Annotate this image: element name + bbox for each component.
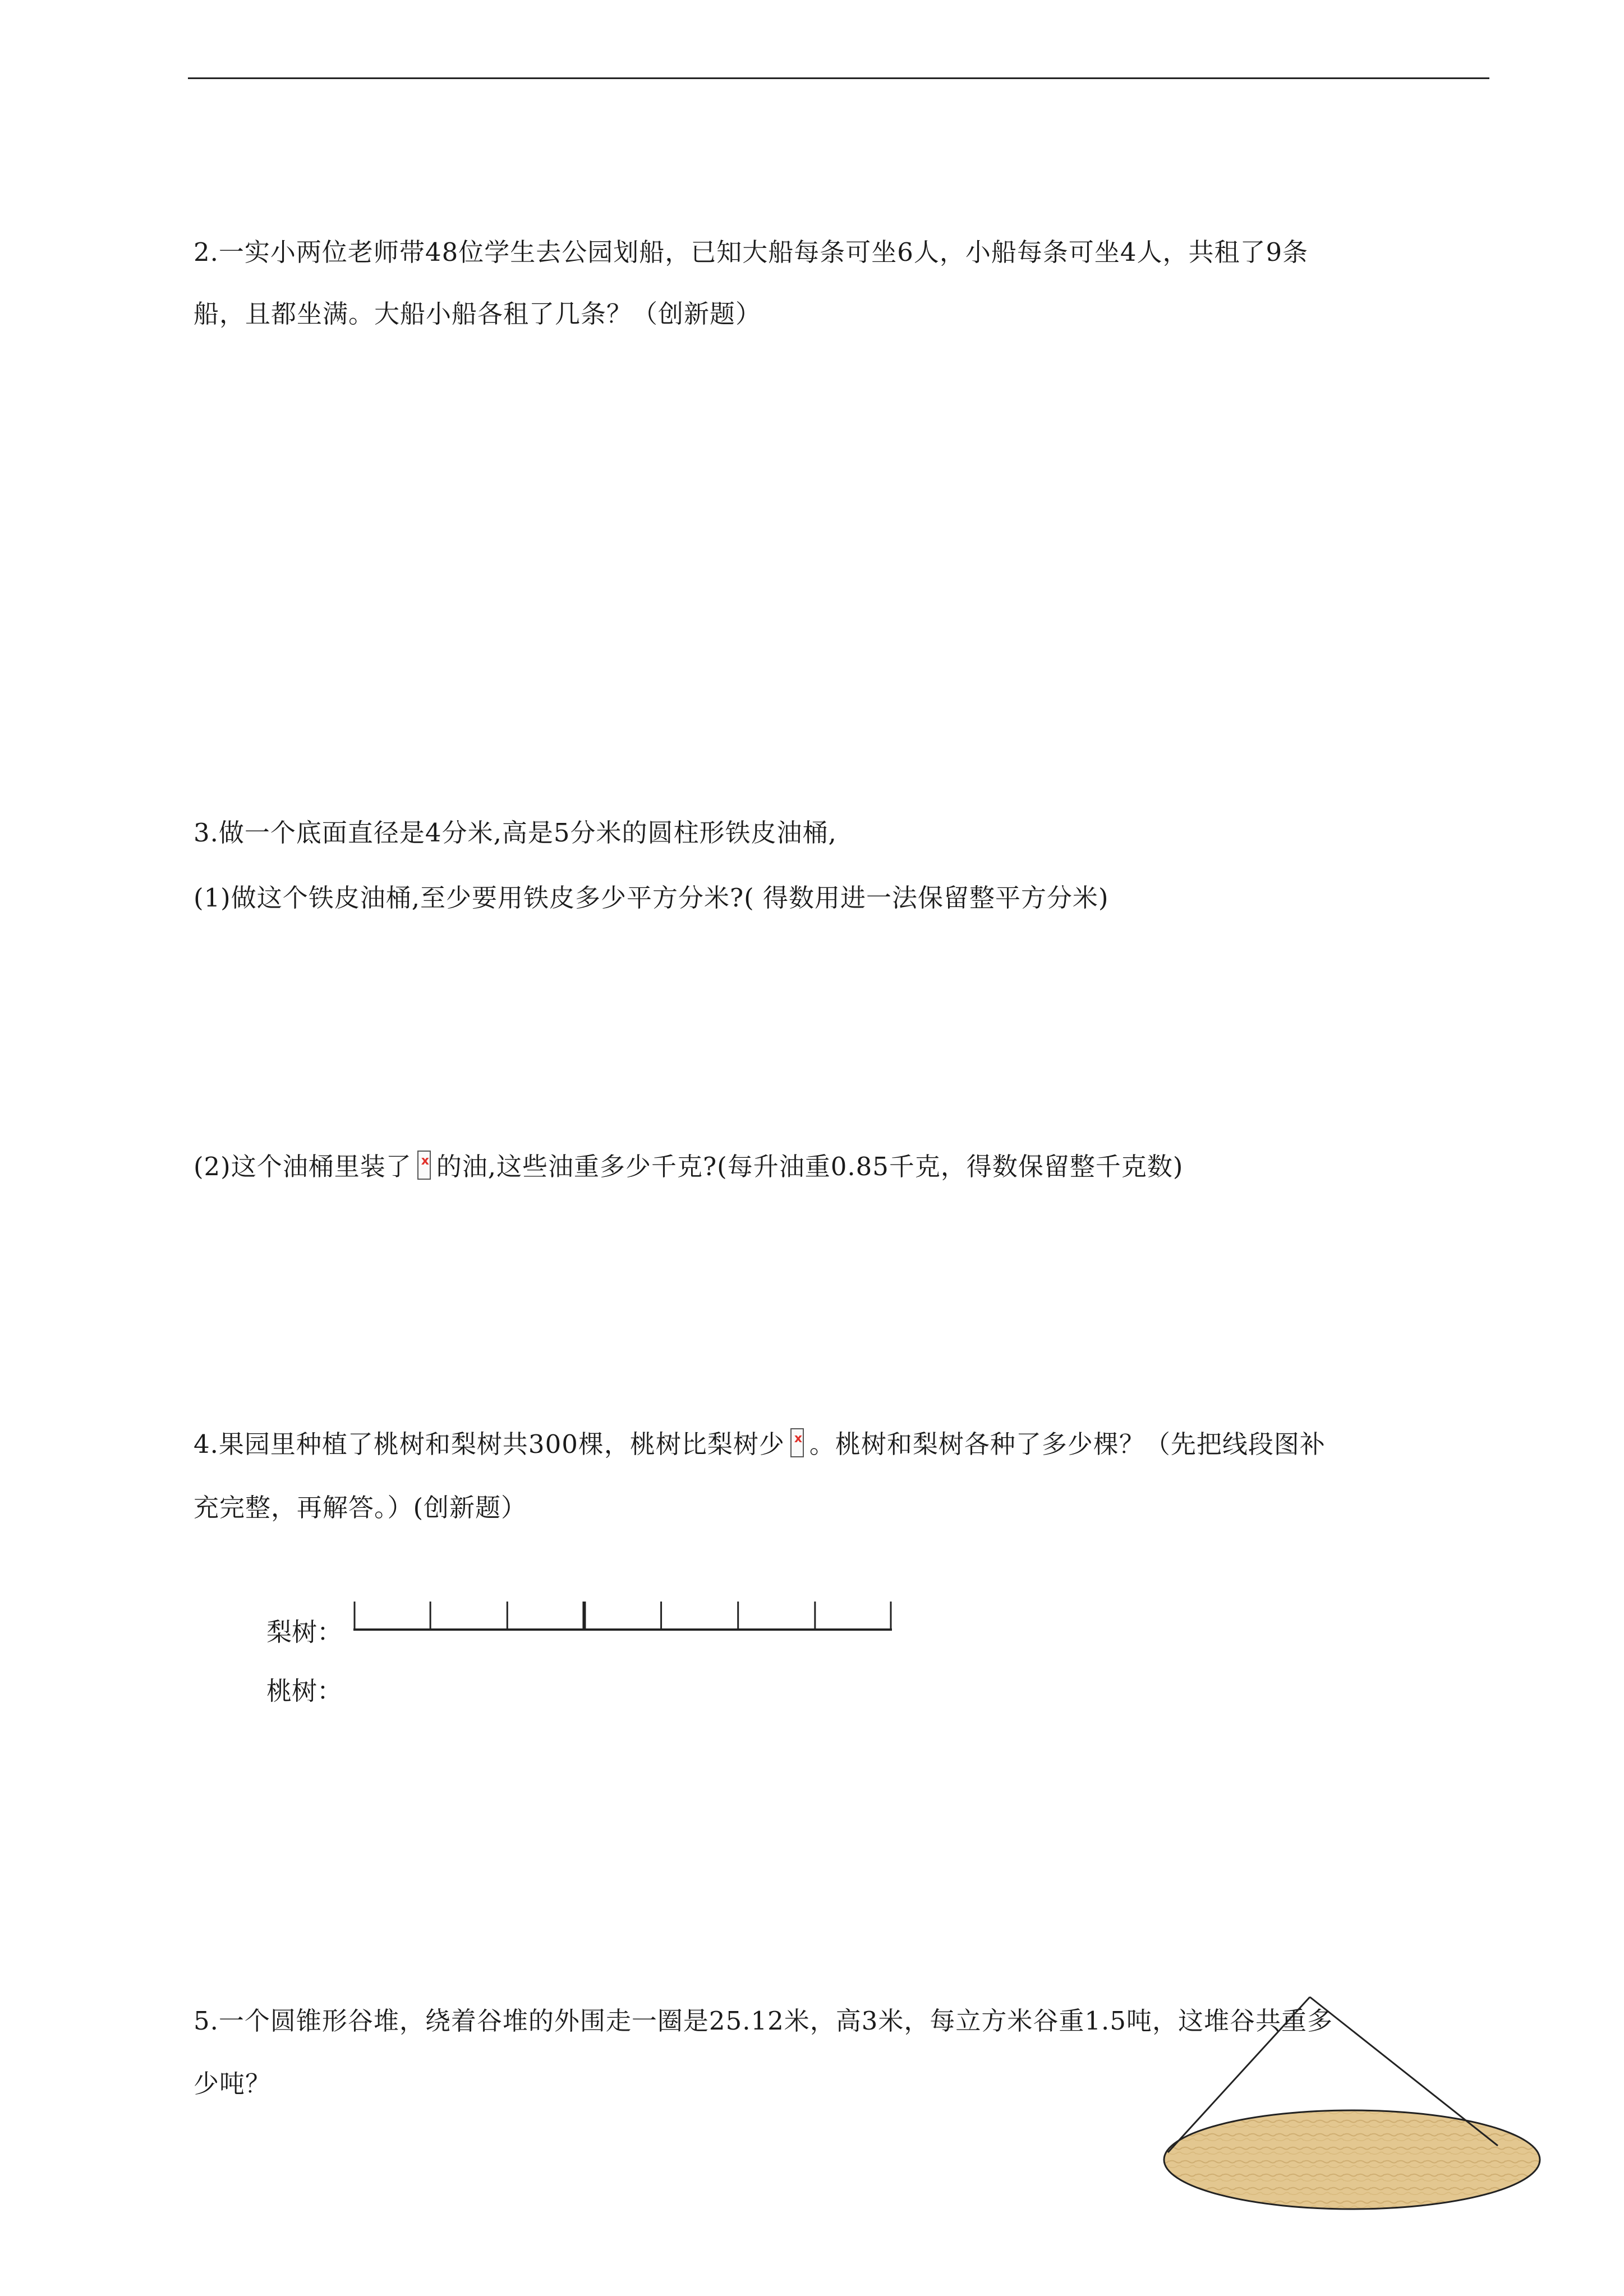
cone-figure	[1156, 1983, 1548, 2219]
q3-sub-2-text-b: 的油,这些油重多少千克?(每升油重0.85千克，得数保留整千克数)	[436, 1152, 1184, 1181]
q3-line-1: 3.做一个底面直径是4分米,高是5分米的圆柱形铁皮油桶,	[194, 818, 837, 848]
cone-base-ellipse	[1164, 2110, 1540, 2209]
pear-tree-label: 梨树：	[266, 1617, 343, 1647]
broken-image-icon	[417, 1151, 431, 1180]
q4-line-2: 充完整，再解答。）(创新题）	[194, 1493, 527, 1522]
q3-sub-2-text-a: (2)这个油桶里装了	[194, 1152, 412, 1181]
q2-line-1: 2.一实小两位老师带48位学生去公园划船，已知大船每条可坐6人，小船每条可坐4人，共租了9条	[194, 237, 1309, 267]
q4-line-1-text-a: 4.果园里种植了桃树和梨树共300棵，桃树比梨树少	[194, 1429, 785, 1459]
q5-line-2: 少吨？	[194, 2069, 272, 2099]
header-rule	[188, 77, 1489, 79]
q2-line-2: 船，且都坐满。大船小船各租了几条？（创新题）	[194, 299, 762, 329]
peach-tree-label: 桃树：	[266, 1676, 343, 1706]
pear-tree-segment-bar	[353, 1599, 892, 1632]
broken-image-icon	[790, 1428, 804, 1457]
q3-sub-1: (1)做这个铁皮油桶,至少要用铁皮多少平方分米?( 得数用进一法保留整平方分米)	[194, 883, 1109, 913]
q5-line-1: 5.一个圆锥形谷堆，绕着谷堆的外围走一圈是25.12米，高3米，每立方米谷重1.5吨，这堆谷共重多	[194, 2006, 1333, 2036]
q3-sub-2	[194, 1150, 1184, 1184]
q4-line-1-text-b: 。桃树和梨树各种了多少棵？（先把线段图补	[809, 1429, 1326, 1459]
q4-line-1	[194, 1428, 1326, 1461]
